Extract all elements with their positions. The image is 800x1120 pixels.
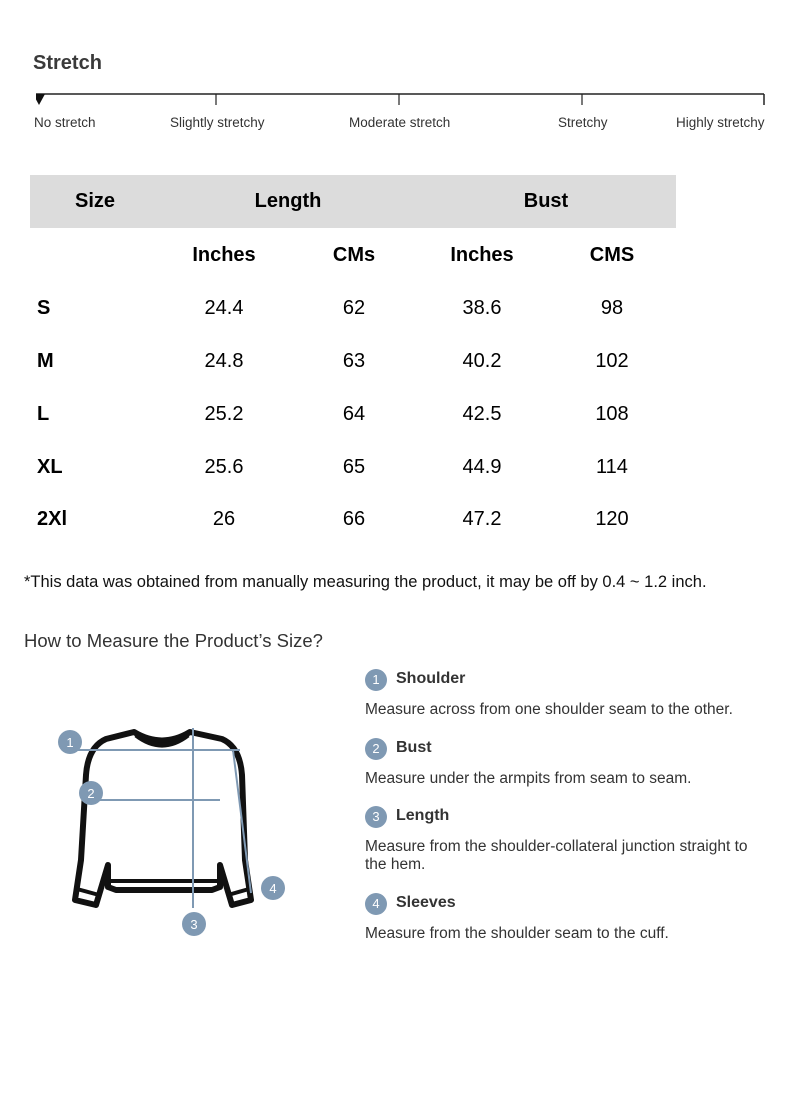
- length-cm-cell: 66: [342, 508, 366, 530]
- stretch-title: Stretch: [33, 52, 102, 74]
- length-inches-header: Inches: [192, 244, 256, 266]
- bust-inches-cell: 42.5: [462, 403, 502, 425]
- measure-item-name: Sleeves: [396, 894, 456, 911]
- length-cm-cell: 64: [342, 403, 366, 425]
- diagram-badge-length: [182, 912, 206, 936]
- bust-inches-cell: 44.9: [462, 456, 502, 478]
- diagram-badge-1: 1: [66, 735, 74, 750]
- measure-item-name: Shoulder: [396, 670, 466, 687]
- bust-inches-cell: 40.2: [462, 350, 502, 372]
- length-inches-cell: 25.6: [204, 456, 244, 478]
- measure-item-desc: Measure under the armpits from seam to seam.: [365, 770, 692, 787]
- table-row-size: S: [37, 297, 51, 319]
- length-column-header: Length: [254, 190, 322, 212]
- bust-inches-cell: 47.2: [462, 508, 502, 530]
- stretch-level-moderate: Moderate stretch: [349, 115, 451, 130]
- sweater-diagram: [50, 715, 300, 945]
- stretch-level-none: No stretch: [34, 115, 96, 130]
- diagram-badge-sleeves: [261, 876, 285, 900]
- diagram-badge-3: 3: [190, 917, 198, 932]
- length-cm-header: CMs: [332, 244, 376, 266]
- bust-cm-cell: 102: [595, 350, 629, 372]
- stretch-scale: [36, 84, 768, 114]
- bust-cm-cell: 120: [595, 508, 629, 530]
- length-cm-cell: 65: [342, 456, 366, 478]
- table-row-size: XL: [37, 456, 63, 478]
- diagram-badge-shoulder: [58, 730, 82, 754]
- measure-item-name: Length: [396, 807, 450, 824]
- number-badge-icon: 1: [365, 669, 387, 691]
- length-inches-cell: 24.8: [204, 350, 244, 372]
- measurement-note: *This data was obtained from manually measuring the product, it may be off by 0.4 ~ 1.2 inch.: [24, 573, 707, 591]
- stretch-marker-icon: [36, 94, 45, 105]
- measure-item-name: Bust: [396, 739, 432, 756]
- table-row-size: L: [37, 403, 50, 425]
- bust-cm-cell: 108: [595, 403, 629, 425]
- length-inches-cell: 25.2: [204, 403, 244, 425]
- table-row-size: 2Xl: [37, 508, 68, 530]
- stretch-level-slight: Slightly stretchy: [170, 115, 265, 130]
- stretch-level-high: Highly stretchy: [676, 115, 765, 130]
- bust-inches-cell: 38.6: [462, 297, 502, 319]
- bust-cm-cell: 114: [596, 456, 628, 478]
- length-inches-cell: 26: [212, 508, 236, 530]
- length-cm-cell: 63: [342, 350, 366, 372]
- measure-item-desc: Measure from the shoulder-collateral junction straight to the hem.: [365, 838, 748, 873]
- number-badge-icon: 3: [365, 806, 387, 828]
- bust-cm-header: CMS: [589, 244, 635, 266]
- bust-column-header: Bust: [523, 190, 569, 212]
- length-inches-cell: 24.4: [204, 297, 244, 319]
- length-cm-cell: 62: [342, 297, 366, 319]
- table-row-size: M: [37, 350, 54, 372]
- number-badge-icon: 4: [365, 893, 387, 915]
- stretch-level-stretchy: Stretchy: [558, 115, 608, 130]
- diagram-badge-bust: [79, 781, 103, 805]
- measure-item-desc: Measure across from one shoulder seam to the other.: [365, 701, 733, 718]
- diagram-badge-4: 4: [269, 881, 277, 896]
- diagram-badge-2: 2: [87, 786, 95, 801]
- bust-inches-header: Inches: [450, 244, 514, 266]
- measure-item-desc: Measure from the shoulder seam to the cuff.: [365, 925, 669, 942]
- bust-cm-cell: 98: [600, 297, 624, 319]
- size-column-header: Size: [74, 190, 116, 212]
- number-badge-icon: 2: [365, 738, 387, 760]
- how-to-measure-title: How to Measure the Product’s Size?: [24, 630, 323, 651]
